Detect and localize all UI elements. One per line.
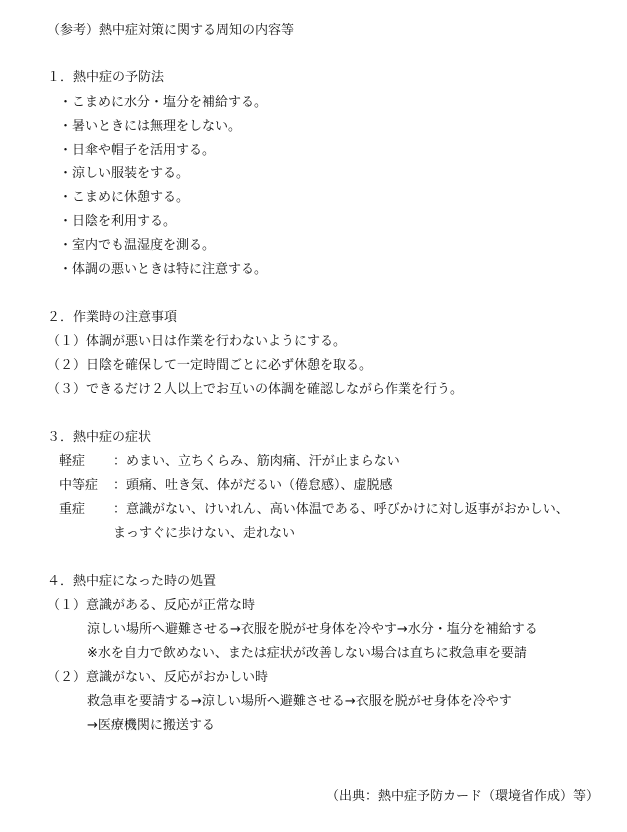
list-item: （１）体調が悪い日は作業を行わないようにする。 [47, 334, 347, 349]
list-item: ・暑いときには無理をしない。 [59, 119, 242, 134]
case-1-note: ※水を自力で飲めない、または症状が改善しない場合は直ちに救急車を要請 [87, 646, 527, 661]
case-1-heading: （１）意識がある、反応が正常な時 [47, 598, 256, 613]
symptom-moderate-label: 中等症 [59, 478, 99, 493]
symptom-severe-label: 重症 [59, 502, 86, 517]
list-item: ・日傘や帽子を活用する。 [59, 143, 216, 158]
section-2-title: ２．作業時の注意事項 [47, 310, 178, 325]
list-item: ・涼しい服装をする。 [59, 166, 190, 181]
list-item: ・体調の悪いときは特に注意する。 [59, 262, 268, 277]
case-1-steps: 涼しい場所へ避難させる→衣服を脱がせ身体を冷やす→水分・塩分を補給する [87, 622, 538, 637]
list-item: ・こまめに休憩する。 [59, 190, 190, 205]
list-item: （３）できるだけ２人以上でお互いの体調を確認しながら作業を行う。 [47, 382, 464, 397]
list-item: ・こまめに水分・塩分を補給する。 [59, 95, 268, 110]
list-item: ・日陰を利用する。 [59, 214, 177, 229]
symptom-severe [59, 502, 569, 518]
list-item: （２）日陰を確保して一定時間ごとに必ず休憩を取る。 [47, 358, 373, 373]
symptom-mild [59, 454, 400, 470]
source-citation: （出典：熱中症予防カード（環境省作成）等） [325, 789, 599, 804]
symptom-mild-label: 軽症 [59, 454, 86, 469]
case-2-continued: →医療機関に搬送する [87, 718, 215, 733]
section-4-title: ４．熱中症になった時の処置 [47, 574, 217, 589]
case-2-heading: （２）意識がない、反応がおかしい時 [47, 670, 269, 685]
list-item: ・室内でも温湿度を測る。 [59, 238, 216, 253]
symptom-moderate [59, 478, 393, 494]
symptom-moderate-text: ：頭痛、吐き気、体がだるい（倦怠感）、虚脱感 [113, 478, 393, 493]
symptom-mild-text: ：めまい、立ちくらみ、筋肉痛、汗が止まらない [113, 454, 400, 469]
case-2-steps: 救急車を要請する→涼しい場所へ避難させる→衣服を脱がせ身体を冷やす [87, 694, 512, 709]
document-header: （参考）熱中症対策に関する周知の内容等 [47, 23, 295, 38]
section-3-title: ３．熱中症の症状 [47, 430, 152, 445]
section-1-title: １．熱中症の予防法 [47, 70, 165, 85]
symptom-severe-text: ：意識がない、けいれん、高い体温である、呼びかけに対し返事がおかしい、 [113, 502, 569, 517]
symptom-severe-continued: まっすぐに歩けない、走れない [113, 526, 296, 541]
